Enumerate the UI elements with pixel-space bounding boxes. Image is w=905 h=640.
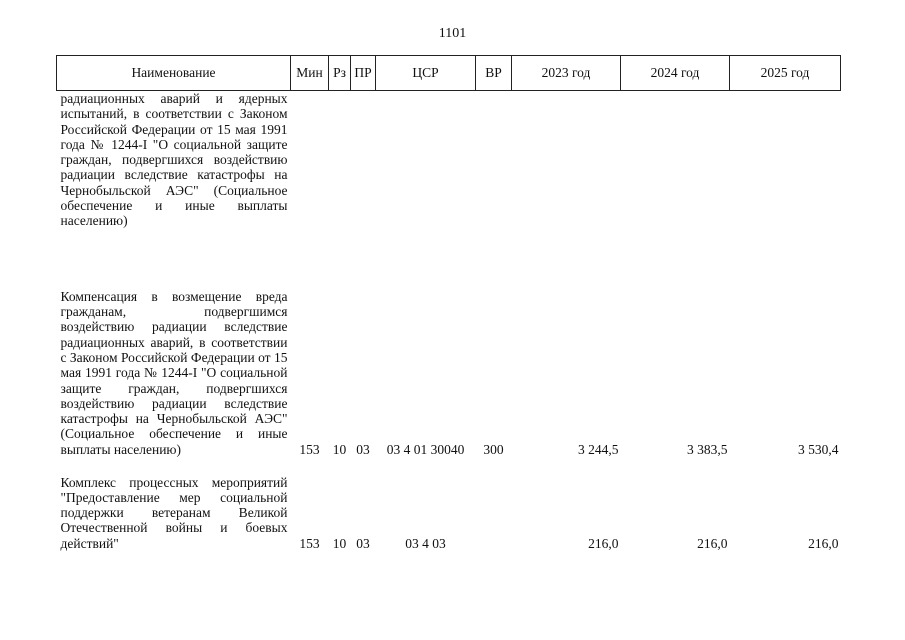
table-row bbox=[57, 91, 841, 258]
table-header bbox=[57, 56, 841, 91]
row-csr: 03 4 03 bbox=[405, 535, 446, 551]
header-min: Мин bbox=[291, 56, 329, 91]
row-pr: 03 bbox=[356, 441, 370, 457]
row-2025 bbox=[730, 91, 841, 258]
row-name: Комплекс процессных мероприятий "Предоставление мер социальной поддержки ветеранам Великой Отечественной войны и боевых действий" bbox=[60, 474, 288, 551]
row-2023 bbox=[512, 91, 621, 258]
row-min: 153 bbox=[299, 441, 320, 457]
header-2023: 2023 год bbox=[512, 56, 621, 91]
row-min bbox=[291, 91, 329, 258]
row-name: Компенсация в возмещение вреда гражданам, подвергшимся воздействию радиации вследствие радиационных аварий, в соответствии с Законом Российской Федерации от 15 мая 1991 года № 1244-I "О социальной защите граждан, подвергшихся воздействию радиации вследствие катастрофы на Чернобыльской АЭС" (Социальное обеспечение и иные выплаты населению) bbox=[60, 288, 288, 457]
header-vr: ВР bbox=[476, 56, 512, 91]
header-rz: Рз bbox=[329, 56, 351, 91]
row-vr bbox=[476, 457, 512, 551]
header-csr: ЦСР bbox=[376, 56, 476, 91]
row-vr: 300 bbox=[483, 441, 504, 457]
row-pr: 03 bbox=[356, 535, 370, 551]
row-rz bbox=[329, 91, 351, 258]
row-rz: 10 bbox=[332, 441, 347, 457]
table-row bbox=[57, 457, 841, 551]
row-2024: 3 383,5 bbox=[687, 441, 728, 457]
row-2024: 216,0 bbox=[697, 535, 728, 551]
row-vr bbox=[476, 91, 512, 258]
row-2025: 216,0 bbox=[808, 535, 839, 551]
row-min: 153 bbox=[299, 535, 320, 551]
row-csr bbox=[376, 91, 476, 258]
row-rz: 10 bbox=[332, 535, 347, 551]
row-2025: 3 530,4 bbox=[798, 441, 839, 457]
header-pr: ПР bbox=[351, 56, 376, 91]
budget-table bbox=[56, 55, 841, 551]
row-pr bbox=[351, 91, 376, 258]
row-2023: 216,0 bbox=[588, 535, 619, 551]
row-2023: 3 244,5 bbox=[578, 441, 619, 457]
row-2024 bbox=[621, 91, 730, 258]
table-row bbox=[57, 257, 841, 457]
row-csr: 03 4 01 30040 bbox=[386, 441, 465, 457]
row-name: радиационных аварий и ядерных испытаний, в соответствии с Законом Российской Федерации от 15 мая 1991 года № 1244-I "О социальной защите граждан, подвергшихся воздействию радиации вследствие катастрофы на Чернобыльской АЭС" (Социальное обеспечение и иные выплаты населению) bbox=[60, 91, 288, 229]
header-2024: 2024 год bbox=[621, 56, 730, 91]
header-2025: 2025 год bbox=[730, 56, 841, 91]
page-number: 1101 bbox=[438, 26, 467, 41]
header-name: Наименование bbox=[57, 56, 291, 91]
